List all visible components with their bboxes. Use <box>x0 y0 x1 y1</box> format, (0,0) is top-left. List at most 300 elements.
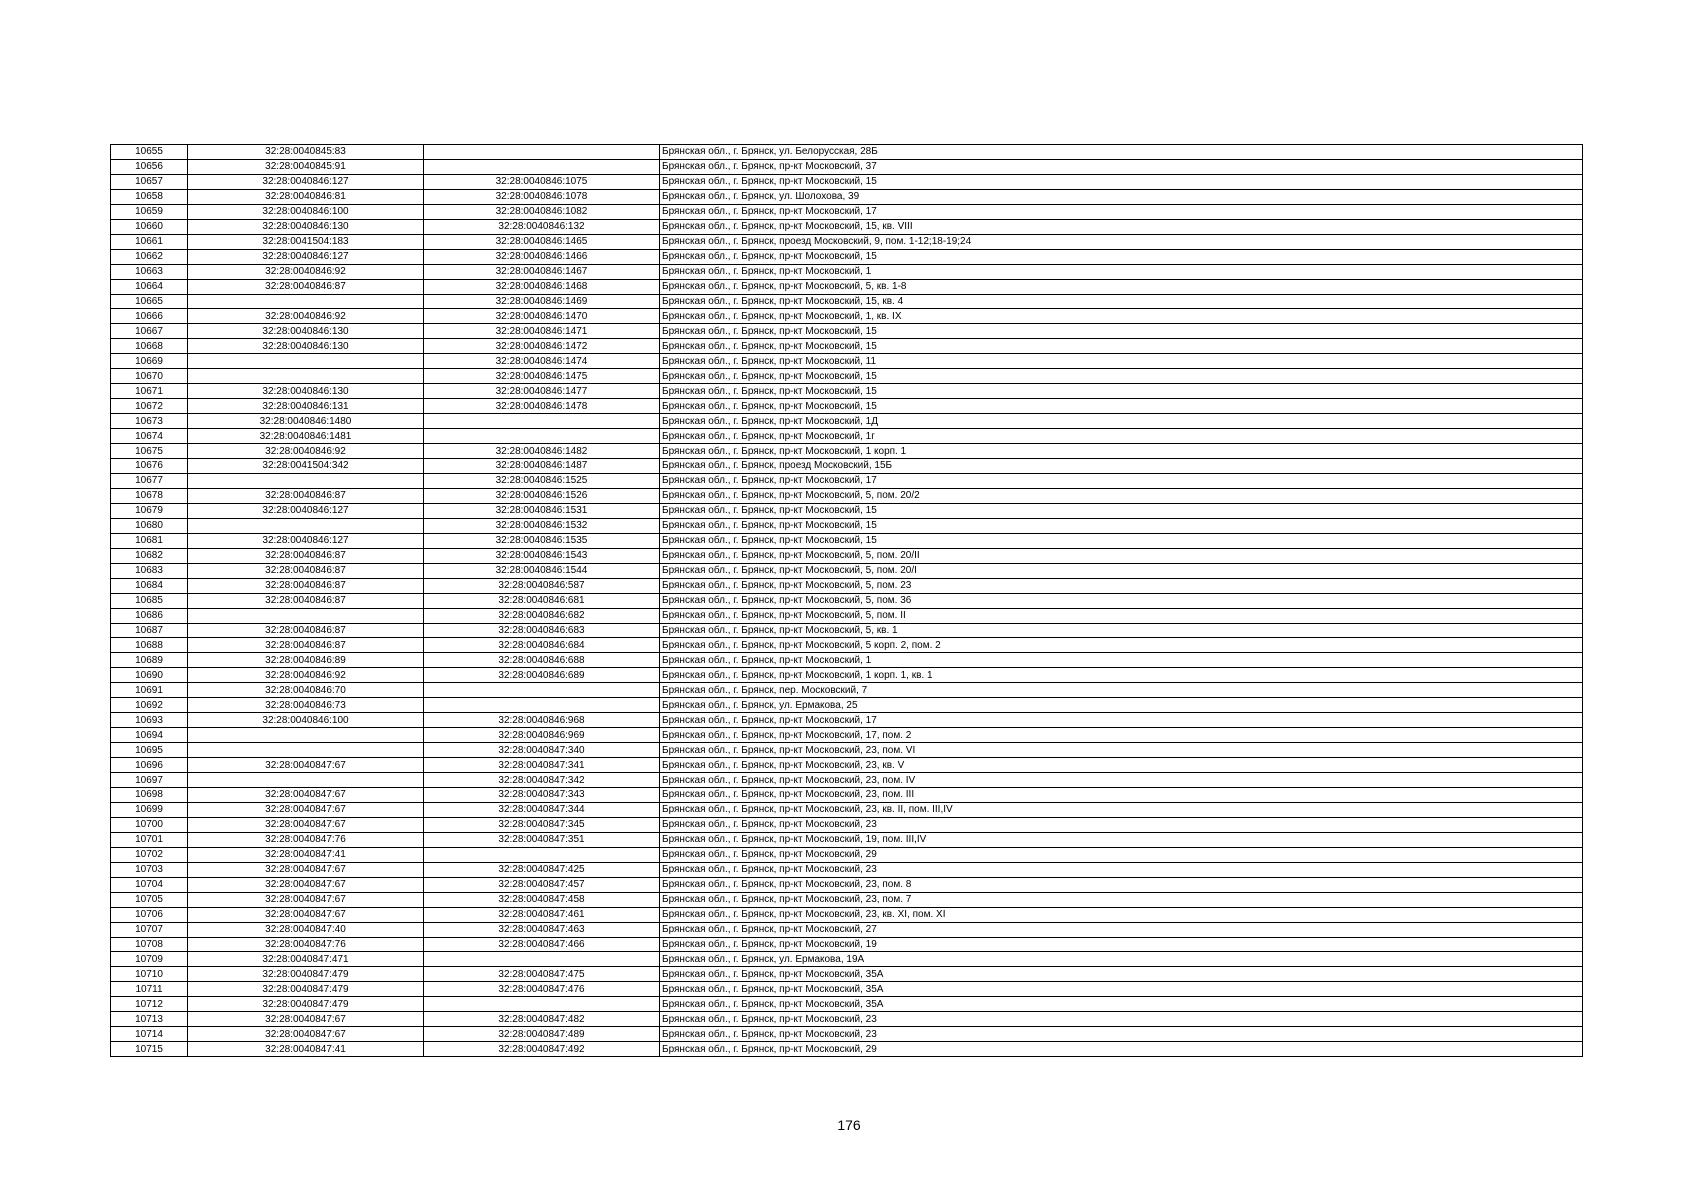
address-cell: Брянская обл., г. Брянск, пр-кт Московский, 1, кв. IX <box>660 309 1583 324</box>
address-cell: Брянская обл., г. Брянск, пр-кт Московский, 15 <box>660 324 1583 339</box>
address-cell: Брянская обл., г. Брянск, пр-кт Московский, 23, пом. VI <box>660 743 1583 758</box>
object-cadastral-number-cell: 32:28:0040847:463 <box>424 922 660 937</box>
cadastral-number-cell <box>188 773 424 788</box>
table-row <box>111 743 1583 758</box>
page-number: 176 <box>837 1117 861 1133</box>
address-cell: Брянская обл., г. Брянск, пр-кт Московский, 5, пом. 20/2 <box>660 488 1583 503</box>
cadastral-number-cell: 32:28:0040846:130 <box>188 384 424 399</box>
address-cell: Брянская обл., г. Брянск, пр-кт Московский, 23, пом. IV <box>660 773 1583 788</box>
cadastral-number-cell: 32:28:0040846:1481 <box>188 429 424 444</box>
row-number-cell: 10662 <box>111 249 188 264</box>
registry-table <box>110 144 1583 1057</box>
object-cadastral-number-cell: 32:28:0040846:1474 <box>424 354 660 369</box>
object-cadastral-number-cell <box>424 159 660 174</box>
table-row <box>111 533 1583 548</box>
object-cadastral-number-cell: 32:28:0040846:1470 <box>424 309 660 324</box>
row-number-cell: 10664 <box>111 279 188 294</box>
cadastral-number-cell: 32:28:0040846:92 <box>188 264 424 279</box>
row-number-cell: 10710 <box>111 967 188 982</box>
cadastral-number-cell: 32:28:0040846:87 <box>188 623 424 638</box>
cadastral-number-cell: 32:28:0040847:479 <box>188 982 424 997</box>
address-cell: Брянская обл., г. Брянск, проезд Московский, 9, пом. 1-12;18-19;24 <box>660 234 1583 249</box>
cadastral-number-cell: 32:28:0040846:87 <box>188 578 424 593</box>
address-cell: Брянская обл., г. Брянск, пр-кт Московский, 17 <box>660 473 1583 488</box>
cadastral-number-cell: 32:28:0040846:1480 <box>188 414 424 429</box>
row-number-cell: 10691 <box>111 683 188 698</box>
object-cadastral-number-cell: 32:28:0040846:1467 <box>424 264 660 279</box>
cadastral-number-cell: 32:28:0040846:87 <box>188 488 424 503</box>
row-number-cell: 10688 <box>111 638 188 653</box>
object-cadastral-number-cell: 32:28:0040846:1544 <box>424 563 660 578</box>
table-row <box>111 473 1583 488</box>
object-cadastral-number-cell: 32:28:0040846:689 <box>424 668 660 683</box>
address-cell: Брянская обл., г. Брянск, пр-кт Московский, 23, кв. XI, пом. XI <box>660 907 1583 922</box>
cadastral-number-cell: 32:28:0040847:471 <box>188 952 424 967</box>
row-number-cell: 10689 <box>111 653 188 668</box>
object-cadastral-number-cell: 32:28:0040846:132 <box>424 219 660 234</box>
cadastral-number-cell: 32:28:0040846:92 <box>188 668 424 683</box>
cadastral-number-cell: 32:28:0040847:41 <box>188 847 424 862</box>
address-cell: Брянская обл., г. Брянск, пр-кт Московский, 23 <box>660 1012 1583 1027</box>
table-row <box>111 638 1583 653</box>
row-number-cell: 10660 <box>111 219 188 234</box>
row-number-cell: 10683 <box>111 563 188 578</box>
object-cadastral-number-cell: 32:28:0040846:1478 <box>424 399 660 414</box>
object-cadastral-number-cell: 32:28:0040847:457 <box>424 877 660 892</box>
object-cadastral-number-cell <box>424 683 660 698</box>
table-row <box>111 1012 1583 1027</box>
object-cadastral-number-cell <box>424 997 660 1012</box>
object-cadastral-number-cell <box>424 698 660 713</box>
row-number-cell: 10697 <box>111 773 188 788</box>
row-number-cell: 10693 <box>111 713 188 728</box>
object-cadastral-number-cell: 32:28:0040847:476 <box>424 982 660 997</box>
cadastral-number-cell: 32:28:0040846:87 <box>188 279 424 294</box>
object-cadastral-number-cell <box>424 145 660 160</box>
address-cell: Брянская обл., г. Брянск, пр-кт Московский, 1 <box>660 653 1583 668</box>
row-number-cell: 10667 <box>111 324 188 339</box>
object-cadastral-number-cell: 32:28:0040846:1535 <box>424 533 660 548</box>
object-cadastral-number-cell <box>424 429 660 444</box>
row-number-cell: 10661 <box>111 234 188 249</box>
object-cadastral-number-cell: 32:28:0040846:1472 <box>424 339 660 354</box>
object-cadastral-number-cell: 32:28:0040846:1543 <box>424 548 660 563</box>
table-row <box>111 459 1583 474</box>
row-number-cell: 10696 <box>111 758 188 773</box>
object-cadastral-number-cell: 32:28:0040846:683 <box>424 623 660 638</box>
cadastral-number-cell: 32:28:0040847:67 <box>188 758 424 773</box>
address-cell: Брянская обл., г. Брянск, пр-кт Московский, 5, кв. 1-8 <box>660 279 1583 294</box>
row-number-cell: 10715 <box>111 1042 188 1057</box>
table-row <box>111 578 1583 593</box>
cadastral-number-cell: 32:28:0040846:92 <box>188 444 424 459</box>
cadastral-number-cell: 32:28:0040847:67 <box>188 892 424 907</box>
cadastral-number-cell: 32:28:0040846:73 <box>188 698 424 713</box>
cadastral-number-cell: 32:28:0040846:127 <box>188 533 424 548</box>
cadastral-number-cell: 32:28:0040847:41 <box>188 1042 424 1057</box>
object-cadastral-number-cell: 32:28:0040847:492 <box>424 1042 660 1057</box>
table-row <box>111 817 1583 832</box>
row-number-cell: 10666 <box>111 309 188 324</box>
row-number-cell: 10712 <box>111 997 188 1012</box>
object-cadastral-number-cell: 32:28:0040846:1082 <box>424 204 660 219</box>
address-cell: Брянская обл., г. Брянск, пр-кт Московский, 15, кв. VIII <box>660 219 1583 234</box>
table-row <box>111 892 1583 907</box>
address-cell: Брянская обл., г. Брянск, пр-кт Московский, 5, пом. 20/II <box>660 548 1583 563</box>
address-cell: Брянская обл., г. Брянск, пр-кт Московский, 15 <box>660 518 1583 533</box>
cadastral-number-cell: 32:28:0040846:70 <box>188 683 424 698</box>
cadastral-number-cell: 32:28:0040847:67 <box>188 787 424 802</box>
cadastral-number-cell: 32:28:0040847:479 <box>188 967 424 982</box>
object-cadastral-number-cell: 32:28:0040846:1531 <box>424 503 660 518</box>
address-cell: Брянская обл., г. Брянск, пр-кт Московский, 15 <box>660 399 1583 414</box>
object-cadastral-number-cell <box>424 847 660 862</box>
address-cell: Брянская обл., г. Брянск, пр-кт Московский, 23, пом. 8 <box>660 877 1583 892</box>
address-cell: Брянская обл., г. Брянск, пр-кт Московский, 35А <box>660 967 1583 982</box>
object-cadastral-number-cell: 32:28:0040846:688 <box>424 653 660 668</box>
row-number-cell: 10702 <box>111 847 188 862</box>
row-number-cell: 10663 <box>111 264 188 279</box>
object-cadastral-number-cell <box>424 952 660 967</box>
address-cell: Брянская обл., г. Брянск, пр-кт Московский, 23 <box>660 1027 1583 1042</box>
row-number-cell: 10699 <box>111 802 188 817</box>
row-number-cell: 10671 <box>111 384 188 399</box>
table-row <box>111 922 1583 937</box>
object-cadastral-number-cell: 32:28:0040846:1482 <box>424 444 660 459</box>
object-cadastral-number-cell: 32:28:0040846:1465 <box>424 234 660 249</box>
object-cadastral-number-cell: 32:28:0040846:1469 <box>424 294 660 309</box>
object-cadastral-number-cell: 32:28:0040847:341 <box>424 758 660 773</box>
table-row <box>111 832 1583 847</box>
object-cadastral-number-cell: 32:28:0040846:1532 <box>424 518 660 533</box>
row-number-cell: 10706 <box>111 907 188 922</box>
object-cadastral-number-cell: 32:28:0040847:466 <box>424 937 660 952</box>
row-number-cell: 10679 <box>111 503 188 518</box>
object-cadastral-number-cell: 32:28:0040846:1487 <box>424 459 660 474</box>
table-row <box>111 1042 1583 1057</box>
address-cell: Брянская обл., г. Брянск, пр-кт Московский, 15 <box>660 174 1583 189</box>
row-number-cell: 10682 <box>111 548 188 563</box>
cadastral-number-cell <box>188 294 424 309</box>
address-cell: Брянская обл., г. Брянск, ул. Белорусская, 28Б <box>660 145 1583 160</box>
cadastral-number-cell: 32:28:0040846:87 <box>188 563 424 578</box>
address-cell: Брянская обл., г. Брянск, пр-кт Московский, 5, пом. II <box>660 608 1583 623</box>
table-row <box>111 503 1583 518</box>
cadastral-number-cell: 32:28:0040847:479 <box>188 997 424 1012</box>
row-number-cell: 10703 <box>111 862 188 877</box>
row-number-cell: 10695 <box>111 743 188 758</box>
address-cell: Брянская обл., г. Брянск, пр-кт Московский, 23, пом. 7 <box>660 892 1583 907</box>
cadastral-number-cell: 32:28:0040846:87 <box>188 638 424 653</box>
table-row <box>111 952 1583 967</box>
row-number-cell: 10700 <box>111 817 188 832</box>
table-row <box>111 279 1583 294</box>
address-cell: Брянская обл., г. Брянск, пр-кт Московский, 35А <box>660 982 1583 997</box>
cadastral-number-cell <box>188 608 424 623</box>
object-cadastral-number-cell: 32:28:0040846:1526 <box>424 488 660 503</box>
table-row <box>111 967 1583 982</box>
row-number-cell: 10659 <box>111 204 188 219</box>
address-cell: Брянская обл., г. Брянск, пр-кт Московский, 19, пом. III,IV <box>660 832 1583 847</box>
object-cadastral-number-cell: 32:28:0040846:681 <box>424 593 660 608</box>
row-number-cell: 10714 <box>111 1027 188 1042</box>
address-cell: Брянская обл., г. Брянск, пр-кт Московский, 23, кв. II, пом. III,IV <box>660 802 1583 817</box>
row-number-cell: 10675 <box>111 444 188 459</box>
cadastral-number-cell: 32:28:0040847:40 <box>188 922 424 937</box>
cadastral-number-cell: 32:28:0040847:67 <box>188 1012 424 1027</box>
cadastral-number-cell: 32:28:0040846:100 <box>188 204 424 219</box>
row-number-cell: 10713 <box>111 1012 188 1027</box>
object-cadastral-number-cell: 32:28:0040847:345 <box>424 817 660 832</box>
address-cell: Брянская обл., г. Брянск, пр-кт Московский, 15 <box>660 249 1583 264</box>
object-cadastral-number-cell: 32:28:0040847:342 <box>424 773 660 788</box>
table-row <box>111 937 1583 952</box>
object-cadastral-number-cell: 32:28:0040847:340 <box>424 743 660 758</box>
table-row <box>111 758 1583 773</box>
table-row <box>111 145 1583 160</box>
cadastral-number-cell: 32:28:0040846:127 <box>188 249 424 264</box>
address-cell: Брянская обл., г. Брянск, пр-кт Московский, 1 корп. 1, кв. 1 <box>660 668 1583 683</box>
cadastral-number-cell: 32:28:0040845:91 <box>188 159 424 174</box>
cadastral-number-cell: 32:28:0040847:67 <box>188 907 424 922</box>
table-row <box>111 369 1583 384</box>
object-cadastral-number-cell: 32:28:0040846:968 <box>424 713 660 728</box>
row-number-cell: 10690 <box>111 668 188 683</box>
cadastral-number-cell: 32:28:0041504:342 <box>188 459 424 474</box>
cadastral-number-cell: 32:28:0040847:67 <box>188 817 424 832</box>
table-row <box>111 339 1583 354</box>
row-number-cell: 10685 <box>111 593 188 608</box>
table-row <box>111 324 1583 339</box>
table-row <box>111 773 1583 788</box>
object-cadastral-number-cell: 32:28:0040847:461 <box>424 907 660 922</box>
object-cadastral-number-cell: 32:28:0040846:1471 <box>424 324 660 339</box>
address-cell: Брянская обл., г. Брянск, пр-кт Московский, 1г <box>660 429 1583 444</box>
table-row <box>111 384 1583 399</box>
address-cell: Брянская обл., г. Брянск, пр-кт Московский, 5, пом. 36 <box>660 593 1583 608</box>
row-number-cell: 10670 <box>111 369 188 384</box>
cadastral-number-cell: 32:28:0040847:76 <box>188 937 424 952</box>
object-cadastral-number-cell: 32:28:0040846:1078 <box>424 189 660 204</box>
table-row <box>111 653 1583 668</box>
address-cell: Брянская обл., г. Брянск, пр-кт Московский, 19 <box>660 937 1583 952</box>
address-cell: Брянская обл., г. Брянск, пр-кт Московский, 17, пом. 2 <box>660 728 1583 743</box>
cadastral-number-cell: 32:28:0040846:127 <box>188 174 424 189</box>
row-number-cell: 10668 <box>111 339 188 354</box>
address-cell: Брянская обл., г. Брянск, пр-кт Московский, 15 <box>660 339 1583 354</box>
address-cell: Брянская обл., г. Брянск, пр-кт Московский, 5, кв. 1 <box>660 623 1583 638</box>
table-row <box>111 219 1583 234</box>
table-row <box>111 847 1583 862</box>
cadastral-number-cell: 32:28:0040847:67 <box>188 877 424 892</box>
table-row <box>111 563 1583 578</box>
row-number-cell: 10665 <box>111 294 188 309</box>
address-cell: Брянская обл., г. Брянск, пр-кт Московский, 15 <box>660 503 1583 518</box>
address-cell: Брянская обл., г. Брянск, проезд Московский, 15Б <box>660 459 1583 474</box>
object-cadastral-number-cell: 32:28:0040847:475 <box>424 967 660 982</box>
address-cell: Брянская обл., г. Брянск, пр-кт Московский, 37 <box>660 159 1583 174</box>
cadastral-number-cell: 32:28:0040846:127 <box>188 503 424 518</box>
address-cell: Брянская обл., г. Брянск, пр-кт Московский, 1Д <box>660 414 1583 429</box>
row-number-cell: 10669 <box>111 354 188 369</box>
table-row <box>111 683 1583 698</box>
object-cadastral-number-cell: 32:28:0040846:1466 <box>424 249 660 264</box>
address-cell: Брянская обл., г. Брянск, пр-кт Московский, 35А <box>660 997 1583 1012</box>
table-row <box>111 608 1583 623</box>
table-row <box>111 713 1583 728</box>
row-number-cell: 10655 <box>111 145 188 160</box>
row-number-cell: 10686 <box>111 608 188 623</box>
row-number-cell: 10657 <box>111 174 188 189</box>
cadastral-number-cell: 32:28:0040846:81 <box>188 189 424 204</box>
cadastral-number-cell: 32:28:0040847:76 <box>188 832 424 847</box>
address-cell: Брянская обл., г. Брянск, пр-кт Московский, 15, кв. 4 <box>660 294 1583 309</box>
object-cadastral-number-cell: 32:28:0040846:587 <box>424 578 660 593</box>
object-cadastral-number-cell <box>424 414 660 429</box>
cadastral-number-cell: 32:28:0040846:100 <box>188 713 424 728</box>
address-cell: Брянская обл., г. Брянск, пр-кт Московский, 15 <box>660 369 1583 384</box>
cadastral-number-cell <box>188 728 424 743</box>
table-row <box>111 623 1583 638</box>
table-row <box>111 444 1583 459</box>
address-cell: Брянская обл., г. Брянск, пер. Московский, 7 <box>660 683 1583 698</box>
table-row <box>111 787 1583 802</box>
address-cell: Брянская обл., г. Брянск, ул. Ермакова, 25 <box>660 698 1583 713</box>
row-number-cell: 10707 <box>111 922 188 937</box>
address-cell: Брянская обл., г. Брянск, пр-кт Московский, 15 <box>660 384 1583 399</box>
row-number-cell: 10672 <box>111 399 188 414</box>
cadastral-number-cell: 32:28:0040846:130 <box>188 219 424 234</box>
cadastral-number-cell: 32:28:0040846:87 <box>188 593 424 608</box>
cadastral-number-cell: 32:28:0040847:67 <box>188 802 424 817</box>
cadastral-number-cell: 32:28:0040846:89 <box>188 653 424 668</box>
cadastral-number-cell <box>188 354 424 369</box>
table-row <box>111 264 1583 279</box>
table-row <box>111 189 1583 204</box>
table-row <box>111 354 1583 369</box>
row-number-cell: 10709 <box>111 952 188 967</box>
row-number-cell: 10711 <box>111 982 188 997</box>
row-number-cell: 10692 <box>111 698 188 713</box>
object-cadastral-number-cell: 32:28:0040846:1468 <box>424 279 660 294</box>
address-cell: Брянская обл., г. Брянск, пр-кт Московский, 17 <box>660 713 1583 728</box>
table-row <box>111 234 1583 249</box>
table-row <box>111 204 1583 219</box>
row-number-cell: 10698 <box>111 787 188 802</box>
row-number-cell: 10701 <box>111 832 188 847</box>
object-cadastral-number-cell: 32:28:0040846:682 <box>424 608 660 623</box>
row-number-cell: 10673 <box>111 414 188 429</box>
cadastral-number-cell <box>188 473 424 488</box>
object-cadastral-number-cell: 32:28:0040846:1475 <box>424 369 660 384</box>
cadastral-number-cell <box>188 743 424 758</box>
address-cell: Брянская обл., г. Брянск, ул. Ермакова, 19А <box>660 952 1583 967</box>
cadastral-number-cell: 32:28:0040847:67 <box>188 862 424 877</box>
object-cadastral-number-cell: 32:28:0040847:344 <box>424 802 660 817</box>
cadastral-number-cell: 32:28:0040846:92 <box>188 309 424 324</box>
row-number-cell: 10677 <box>111 473 188 488</box>
row-number-cell: 10687 <box>111 623 188 638</box>
table-row <box>111 249 1583 264</box>
cadastral-number-cell <box>188 518 424 533</box>
cadastral-number-cell: 32:28:0040846:131 <box>188 399 424 414</box>
table-row <box>111 982 1583 997</box>
address-cell: Брянская обл., г. Брянск, пр-кт Московский, 23 <box>660 817 1583 832</box>
object-cadastral-number-cell: 32:28:0040847:425 <box>424 862 660 877</box>
address-cell: Брянская обл., г. Брянск, пр-кт Московский, 5, пом. 20/I <box>660 563 1583 578</box>
table-row <box>111 174 1583 189</box>
table-row <box>111 159 1583 174</box>
row-number-cell: 10705 <box>111 892 188 907</box>
object-cadastral-number-cell: 32:28:0040846:684 <box>424 638 660 653</box>
cadastral-number-cell: 32:28:0040845:83 <box>188 145 424 160</box>
table-row <box>111 1027 1583 1042</box>
table-row <box>111 997 1583 1012</box>
table-row <box>111 698 1583 713</box>
cadastral-number-cell <box>188 369 424 384</box>
table-row <box>111 907 1583 922</box>
object-cadastral-number-cell: 32:28:0040847:482 <box>424 1012 660 1027</box>
row-number-cell: 10681 <box>111 533 188 548</box>
row-number-cell: 10658 <box>111 189 188 204</box>
row-number-cell: 10678 <box>111 488 188 503</box>
table-row <box>111 399 1583 414</box>
table-row <box>111 802 1583 817</box>
cadastral-number-cell: 32:28:0040847:67 <box>188 1027 424 1042</box>
table-row <box>111 414 1583 429</box>
object-cadastral-number-cell: 32:28:0040847:489 <box>424 1027 660 1042</box>
cadastral-number-cell: 32:28:0040846:87 <box>188 548 424 563</box>
object-cadastral-number-cell: 32:28:0040846:969 <box>424 728 660 743</box>
object-cadastral-number-cell: 32:28:0040847:351 <box>424 832 660 847</box>
object-cadastral-number-cell: 32:28:0040846:1477 <box>424 384 660 399</box>
address-cell: Брянская обл., г. Брянск, пр-кт Московский, 23 <box>660 862 1583 877</box>
address-cell: Брянская обл., г. Брянск, пр-кт Московский, 23, кв. V <box>660 758 1583 773</box>
object-cadastral-number-cell: 32:28:0040846:1525 <box>424 473 660 488</box>
address-cell: Брянская обл., г. Брянск, пр-кт Московский, 1 корп. 1 <box>660 444 1583 459</box>
row-number-cell: 10656 <box>111 159 188 174</box>
table-row <box>111 668 1583 683</box>
table-row <box>111 518 1583 533</box>
cadastral-number-cell: 32:28:0040846:130 <box>188 324 424 339</box>
row-number-cell: 10708 <box>111 937 188 952</box>
row-number-cell: 10676 <box>111 459 188 474</box>
table-row <box>111 488 1583 503</box>
object-cadastral-number-cell: 32:28:0040847:458 <box>424 892 660 907</box>
cadastral-number-cell: 32:28:0040846:130 <box>188 339 424 354</box>
table-row <box>111 309 1583 324</box>
cadastral-number-cell: 32:28:0041504:183 <box>188 234 424 249</box>
object-cadastral-number-cell: 32:28:0040847:343 <box>424 787 660 802</box>
address-cell: Брянская обл., г. Брянск, пр-кт Московский, 5, пом. 23 <box>660 578 1583 593</box>
address-cell: Брянская обл., г. Брянск, ул. Шолохова, 39 <box>660 189 1583 204</box>
row-number-cell: 10674 <box>111 429 188 444</box>
table-row <box>111 294 1583 309</box>
address-cell: Брянская обл., г. Брянск, пр-кт Московский, 1 <box>660 264 1583 279</box>
row-number-cell: 10684 <box>111 578 188 593</box>
table-row <box>111 862 1583 877</box>
table-row <box>111 593 1583 608</box>
address-cell: Брянская обл., г. Брянск, пр-кт Московский, 11 <box>660 354 1583 369</box>
table-row <box>111 728 1583 743</box>
object-cadastral-number-cell: 32:28:0040846:1075 <box>424 174 660 189</box>
row-number-cell: 10694 <box>111 728 188 743</box>
address-cell: Брянская обл., г. Брянск, пр-кт Московский, 27 <box>660 922 1583 937</box>
row-number-cell: 10704 <box>111 877 188 892</box>
table-row <box>111 548 1583 563</box>
address-cell: Брянская обл., г. Брянск, пр-кт Московский, 23, пом. III <box>660 787 1583 802</box>
address-cell: Брянская обл., г. Брянск, пр-кт Московский, 29 <box>660 1042 1583 1057</box>
